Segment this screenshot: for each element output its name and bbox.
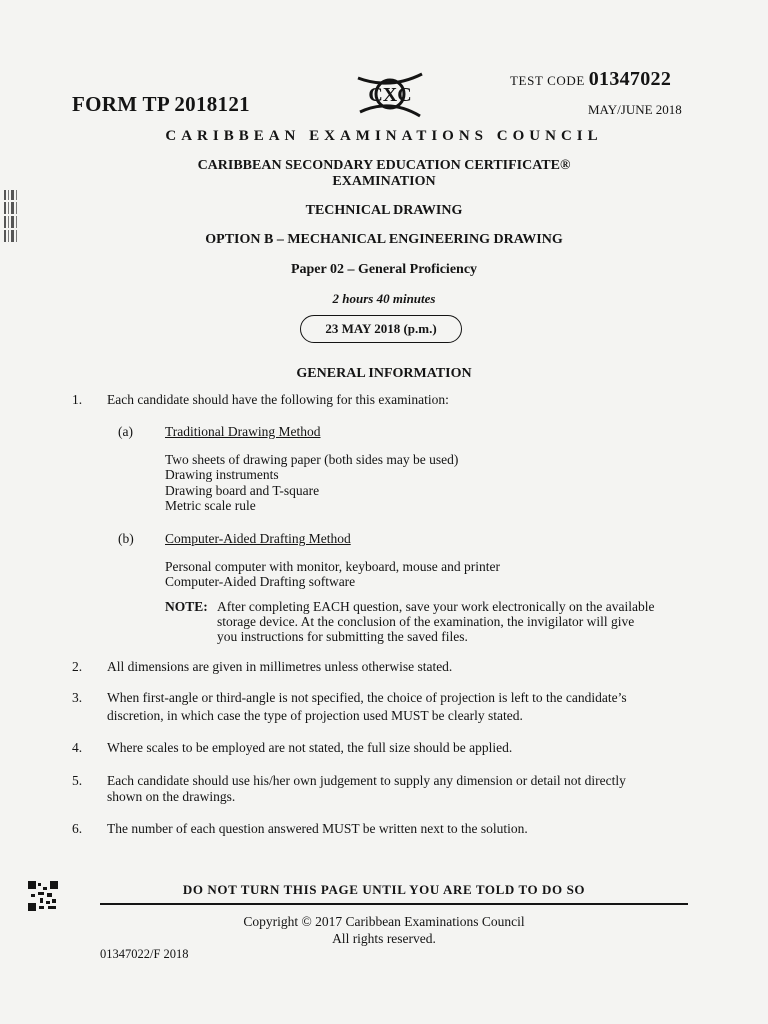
sub-b-line: Personal computer with monitor, keyboard, mouse and printer [165, 559, 501, 574]
rights-reserved: All rights reserved. [332, 931, 436, 946]
certificate-line-1: CARIBBEAN SECONDARY EDUCATION CERTIFICATE® [197, 158, 571, 173]
sub-a-line: Metric scale rule [165, 498, 256, 513]
item-number: 6. [72, 821, 83, 836]
sub-a-title: Traditional Drawing Method [165, 424, 321, 439]
exam-duration: 2 hours 40 minutes [332, 291, 436, 306]
note-line: After completing EACH question, save your work electronically on the available [217, 599, 655, 614]
do-not-turn-warning: DO NOT TURN THIS PAGE UNTIL YOU ARE TOLD TO DO SO [182, 882, 586, 897]
sub-b-label: (b) [118, 531, 134, 546]
item-text: shown on the drawings. [107, 789, 236, 804]
item-number: 2. [72, 659, 83, 674]
logo-text: CXC [368, 84, 412, 106]
item-text: Where scales to be employed are not stated, the full size should be applied. [107, 740, 513, 755]
item-text: The number of each question answered MUST be written next to the solution. [107, 821, 528, 836]
test-code-number: 01347022 [588, 68, 672, 90]
test-code-label: TEST CODE [510, 73, 585, 88]
item-text: When first-angle or third-angle is not specified, the choice of projection is left to the candidate’s [107, 690, 627, 705]
subject-title: TECHNICAL DRAWING [305, 203, 463, 218]
footer-divider [100, 903, 688, 905]
item-text: All dimensions are given in millimetres unless otherwise stated. [107, 659, 453, 674]
exam-date: 23 MAY 2018 (p.m.) [300, 315, 462, 343]
sub-b-title: Computer-Aided Drafting Method [165, 531, 351, 546]
council-name: CARIBBEAN EXAMINATIONS COUNCIL [165, 128, 603, 144]
item-number: 3. [72, 690, 83, 705]
note-line: storage device. At the conclusion of the examination, the invigilator will give [217, 614, 635, 629]
note-label: NOTE: [165, 599, 208, 614]
test-code [510, 68, 671, 91]
general-info-heading: GENERAL INFORMATION [296, 366, 472, 381]
sub-a-line: Drawing instruments [165, 467, 279, 482]
qr-code-icon [28, 881, 58, 911]
copyright: Copyright © 2017 Caribbean Examinations Council [243, 914, 525, 929]
item-text: discretion, in which case the type of projection used MUST be clearly stated. [107, 708, 523, 723]
item-number: 5. [72, 773, 83, 788]
side-barcode-icon [3, 190, 19, 242]
item-text: Each candidate should have the following for this examination: [107, 392, 449, 407]
item-number: 1. [72, 392, 83, 407]
paper-title: Paper 02 – General Proficiency [290, 262, 478, 277]
sub-a-line: Drawing board and T-square [165, 483, 320, 498]
sub-b-line: Computer-Aided Drafting software [165, 574, 356, 589]
exam-session: MAY/JUNE 2018 [588, 102, 682, 117]
form-code: FORM TP 2018121 [72, 92, 250, 116]
item-text: Each candidate should use his/her own judgement to supply any dimension or detail not directly [107, 773, 626, 788]
certificate-line-2: EXAMINATION [332, 174, 436, 189]
document-reference: 01347022/F 2018 [100, 947, 189, 961]
sub-a-line: Two sheets of drawing paper (both sides may be used) [165, 452, 459, 467]
sub-a-label: (a) [118, 424, 133, 439]
item-number: 4. [72, 740, 83, 755]
note-line: you instructions for submitting the saved files. [217, 629, 468, 644]
cxc-logo-icon [350, 68, 430, 120]
option-title: OPTION B – MECHANICAL ENGINEERING DRAWING [205, 232, 563, 247]
